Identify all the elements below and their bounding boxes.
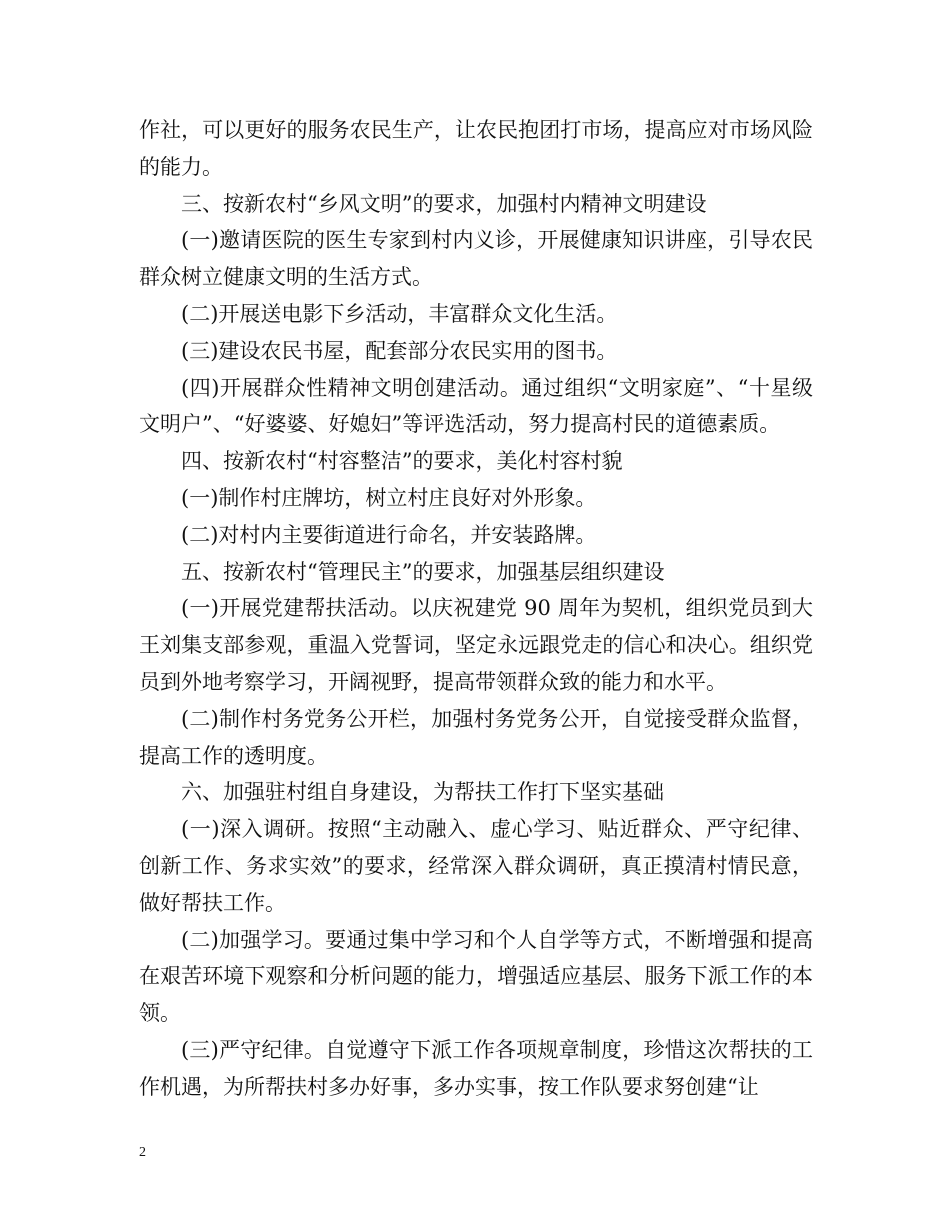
page-number: 2 <box>139 1145 146 1160</box>
paragraph: (四)开展群众性精神文明创建活动。通过组织“文明家庭”、“十星级文明户”、“好婆婆、好媳妇”等评选活动，努力提高村民的道德素质。 <box>139 375 813 437</box>
paragraph: 作社，可以更好的服务农民生产，让农民抱团打市场，提高应对市场风险的能力。 <box>139 118 813 179</box>
section-heading-6: 六、加强驻村组自身建设，为帮扶工作打下坚实基础 <box>181 780 664 805</box>
document-body <box>139 112 813 1106</box>
paragraph: (二)开展送电影下乡活动，丰富群众文化生活。 <box>181 301 618 326</box>
paragraph: (三)严守纪律。自觉遵守下派工作各项规章制度，珍惜这次帮扶的工作机遇，为所帮扶村多办好事，多办实事，按工作队要求努创建“让 <box>139 1037 813 1099</box>
paragraph: (二)制作村务党务公开栏，加强村务党务公开，自觉接受群众监督，提高工作的透明度。 <box>139 706 813 768</box>
paragraph: (二)加强学习。要通过集中学习和个人自学等方式，不断增强和提高在艰苦环境下观察和分析问题的能力，增强适应基层、服务下派工作的本领。 <box>139 927 813 1026</box>
paragraph: (一)制作村庄牌坊，树立村庄良好对外形象。 <box>181 485 597 510</box>
section-heading-4: 四、按新农村“村容整洁”的要求，美化村容村貌 <box>181 449 623 474</box>
paragraph: (一)邀请医院的医生专家到村内义诊，开展健康知识讲座，引导农民群众树立健康文明的生活方式。 <box>139 228 813 290</box>
paragraph: (一)深入调研。按照“主动融入、虚心学习、贴近群众、严守纪律、创新工作、务求实效”的要求，经常深入群众调研，真正摸清村情民意，做好帮扶工作。 <box>139 817 813 915</box>
section-heading-3: 三、按新农村“乡风文明”的要求，加强村内精神文明建设 <box>181 191 707 216</box>
paragraph: (二)对村内主要街道进行命名，并安装路牌。 <box>181 522 597 547</box>
section-heading-5: 五、按新农村“管理民主”的要求，加强基层组织建设 <box>181 559 665 584</box>
paragraph: (一)开展党建帮扶活动。以庆祝建党 90 周年为契机，组织党员到大王刘集支部参观，重温入党誓词，坚定永远跟党走的信心和决心。组织党员到外地考察学习，开阔视野，提高带领群众致的能力和水平。 <box>139 596 813 694</box>
paragraph: (三)建设农民书屋，配套部分农民实用的图书。 <box>181 338 618 363</box>
